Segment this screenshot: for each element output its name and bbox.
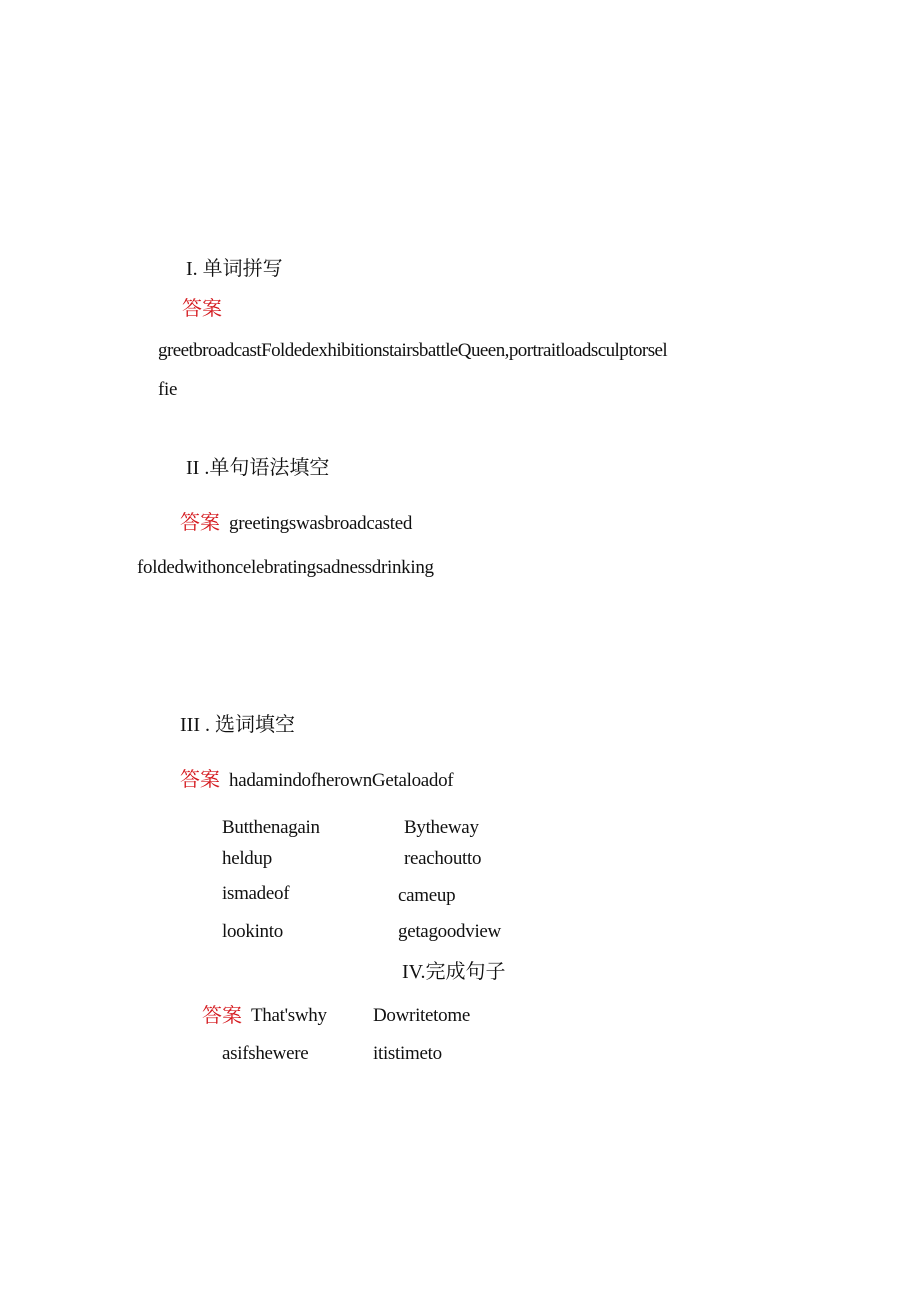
section-4-answer-item: Dowritetome [373, 1005, 470, 1026]
section-2-answer-line-2: foldedwithoncelebratingsadnessdrinking [137, 557, 434, 578]
section-3-grid-item: getagoodview [398, 921, 501, 942]
section-2-answer-label: 答案 [180, 512, 220, 534]
section-3-grid-item: reachoutto [404, 848, 482, 869]
section-4-answer-item: That'swhy [251, 1005, 327, 1026]
section-3-grid-item: ismadeof [222, 883, 290, 904]
section-3-grid-item: lookinto [222, 921, 283, 942]
section-3-answer-label: 答案 [180, 769, 220, 791]
section-3-grid-item: cameup [398, 885, 456, 906]
section-2-answer-line-1: greetingswasbroadcasted [229, 513, 413, 534]
section-2-heading: II .单句语法填空 [186, 457, 330, 479]
section-4-answer-label: 答案 [202, 1005, 242, 1027]
section-4-answer-item: asifshewere [222, 1043, 309, 1064]
section-3-grid-item: Bytheway [404, 817, 479, 838]
section-1-answer-label: 答案 [182, 298, 222, 320]
section-3-grid-item: Butthenagain [222, 817, 320, 838]
section-1-answer-line-1: greetbroadcastFoldedexhibitionstairsbattleQueen,portraitloadsculptorsel [158, 340, 668, 361]
section-1-heading: I. 单词拼写 [186, 258, 283, 280]
section-1-answer-line-2: fie [158, 379, 178, 400]
section-4-answer-item: itistimeto [373, 1043, 442, 1064]
section-3-heading: III . 选词填空 [180, 714, 295, 736]
section-3-answer-line-1: hadamindofherownGetaloadof [229, 770, 454, 791]
section-3-grid-item: heldup [222, 848, 272, 869]
section-4-heading: IV.完成句子 [402, 961, 506, 983]
